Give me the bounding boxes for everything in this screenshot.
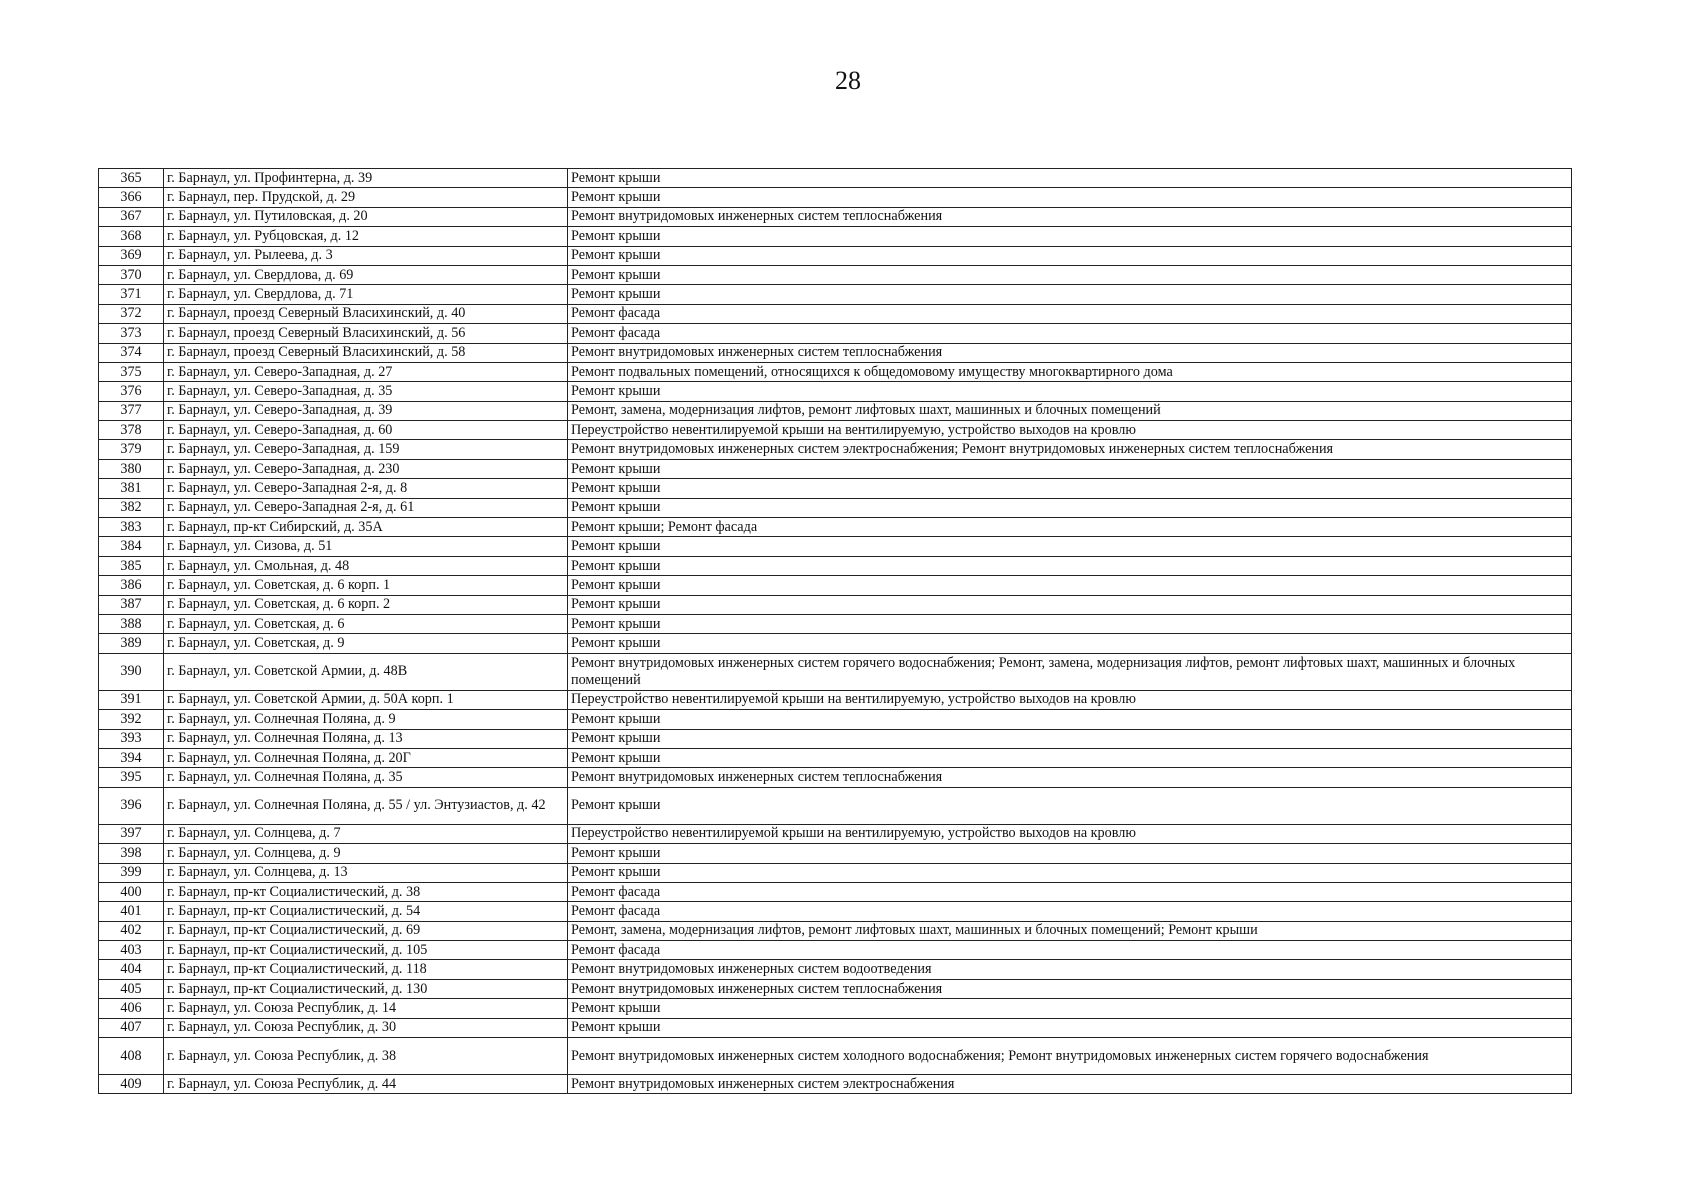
work-type-cell: Ремонт фасада: [568, 882, 1572, 901]
table-row: [99, 979, 1572, 998]
row-number-cell: 388: [99, 614, 164, 633]
address-cell: г. Барнаул, ул. Солнечная Поляна, д. 9: [164, 710, 568, 729]
row-number-cell: 402: [99, 921, 164, 940]
work-type-cell: Ремонт крыши: [568, 1018, 1572, 1037]
work-type-cell: Ремонт фасада: [568, 941, 1572, 960]
row-number-cell: 381: [99, 479, 164, 498]
table-row: [99, 246, 1572, 265]
address-cell: г. Барнаул, ул. Сизова, д. 51: [164, 537, 568, 556]
address-cell: г. Барнаул, пр-кт Социалистический, д. 69: [164, 921, 568, 940]
table-row: [99, 265, 1572, 284]
table-row: [99, 324, 1572, 343]
table-row: [99, 960, 1572, 979]
work-type-cell: Ремонт крыши: [568, 227, 1572, 246]
table-row: [99, 882, 1572, 901]
row-number-cell: 395: [99, 768, 164, 787]
work-type-cell: Ремонт крыши; Ремонт фасада: [568, 518, 1572, 537]
row-number-cell: 377: [99, 401, 164, 420]
address-cell: г. Барнаул, ул. Советская, д. 6 корп. 2: [164, 595, 568, 614]
address-cell: г. Барнаул, ул. Солнцева, д. 9: [164, 844, 568, 863]
work-type-cell: Ремонт крыши: [568, 537, 1572, 556]
address-cell: г. Барнаул, ул. Советской Армии, д. 48В: [164, 653, 568, 690]
work-type-cell: Ремонт крыши: [568, 710, 1572, 729]
table-row: [99, 207, 1572, 226]
work-type-cell: Ремонт, замена, модернизация лифтов, ремонт лифтовых шахт, машинных и блочных помещений: [568, 401, 1572, 420]
row-number-cell: 391: [99, 690, 164, 709]
address-cell: г. Барнаул, ул. Свердлова, д. 71: [164, 285, 568, 304]
row-number-cell: 376: [99, 382, 164, 401]
address-cell: г. Барнаул, ул. Солнцева, д. 7: [164, 824, 568, 843]
row-number-cell: 365: [99, 169, 164, 188]
registry-table-body: [99, 169, 1572, 1094]
table-row: [99, 902, 1572, 921]
table-row: [99, 768, 1572, 787]
table-row: [99, 556, 1572, 575]
work-type-cell: Ремонт крыши: [568, 265, 1572, 284]
address-cell: г. Барнаул, ул. Северо-Западная, д. 35: [164, 382, 568, 401]
address-cell: г. Барнаул, ул. Солнечная Поляна, д. 20Г: [164, 748, 568, 767]
address-cell: г. Барнаул, ул. Путиловская, д. 20: [164, 207, 568, 226]
work-type-cell: Ремонт крыши: [568, 614, 1572, 633]
work-type-cell: Ремонт крыши: [568, 479, 1572, 498]
table-row: [99, 710, 1572, 729]
page-number: 28: [835, 66, 861, 95]
table-row: [99, 518, 1572, 537]
work-type-cell: Ремонт внутридомовых инженерных систем теплоснабжения: [568, 207, 1572, 226]
work-type-cell: Ремонт крыши: [568, 595, 1572, 614]
address-cell: г. Барнаул, ул. Советская, д. 6: [164, 614, 568, 633]
table-row: [99, 576, 1572, 595]
work-type-cell: Ремонт подвальных помещений, относящихся к общедомовому имуществу многоквартирного дома: [568, 362, 1572, 381]
address-cell: г. Барнаул, пр-кт Социалистический, д. 130: [164, 979, 568, 998]
table-row: [99, 1038, 1572, 1075]
row-number-cell: 384: [99, 537, 164, 556]
work-type-cell: Ремонт внутридомовых инженерных систем холодного водоснабжения; Ремонт внутридомовых инженерных систем горячего водоснабжения: [568, 1038, 1572, 1075]
row-number-cell: 382: [99, 498, 164, 517]
work-type-cell: Ремонт крыши: [568, 844, 1572, 863]
work-type-cell: Переустройство невентилируемой крыши на вентилируемую, устройство выходов на кровлю: [568, 824, 1572, 843]
row-number-cell: 403: [99, 941, 164, 960]
table-row: [99, 479, 1572, 498]
work-type-cell: Ремонт крыши: [568, 748, 1572, 767]
work-type-cell: Ремонт крыши: [568, 729, 1572, 748]
row-number-cell: 379: [99, 440, 164, 459]
table-row: [99, 188, 1572, 207]
row-number-cell: 406: [99, 999, 164, 1018]
row-number-cell: 392: [99, 710, 164, 729]
table-row: [99, 748, 1572, 767]
table-row: [99, 362, 1572, 381]
row-number-cell: 404: [99, 960, 164, 979]
work-type-cell: Ремонт внутридомовых инженерных систем теплоснабжения: [568, 343, 1572, 362]
work-type-cell: Ремонт крыши: [568, 285, 1572, 304]
work-type-cell: Ремонт фасада: [568, 304, 1572, 323]
address-cell: г. Барнаул, ул. Северо-Западная 2-я, д. 8: [164, 479, 568, 498]
address-cell: г. Барнаул, ул. Союза Республик, д. 14: [164, 999, 568, 1018]
row-number-cell: 373: [99, 324, 164, 343]
row-number-cell: 408: [99, 1038, 164, 1075]
address-cell: г. Барнаул, проезд Северный Власихинский, д. 58: [164, 343, 568, 362]
work-type-cell: Ремонт фасада: [568, 902, 1572, 921]
table-row: [99, 729, 1572, 748]
address-cell: г. Барнаул, пер. Прудской, д. 29: [164, 188, 568, 207]
row-number-cell: 380: [99, 459, 164, 478]
address-cell: г. Барнаул, пр-кт Социалистический, д. 118: [164, 960, 568, 979]
table-row: [99, 421, 1572, 440]
address-cell: г. Барнаул, ул. Советская, д. 9: [164, 634, 568, 653]
address-cell: г. Барнаул, ул. Свердлова, д. 69: [164, 265, 568, 284]
work-type-cell: Ремонт, замена, модернизация лифтов, ремонт лифтовых шахт, машинных и блочных помещений; Ремонт крыши: [568, 921, 1572, 940]
address-cell: г. Барнаул, ул. Рылеева, д. 3: [164, 246, 568, 265]
address-cell: г. Барнаул, ул. Смольная, д. 48: [164, 556, 568, 575]
row-number-cell: 369: [99, 246, 164, 265]
address-cell: г. Барнаул, ул. Союза Республик, д. 38: [164, 1038, 568, 1075]
row-number-cell: 374: [99, 343, 164, 362]
table-row: [99, 999, 1572, 1018]
work-type-cell: Ремонт крыши: [568, 459, 1572, 478]
work-type-cell: Ремонт крыши: [568, 246, 1572, 265]
table-row: [99, 343, 1572, 362]
address-cell: г. Барнаул, ул. Солнечная Поляна, д. 35: [164, 768, 568, 787]
work-type-cell: Ремонт внутридомовых инженерных систем электроснабжения: [568, 1075, 1572, 1094]
row-number-cell: 405: [99, 979, 164, 998]
address-cell: г. Барнаул, ул. Советской Армии, д. 50А корп. 1: [164, 690, 568, 709]
work-type-cell: Ремонт крыши: [568, 556, 1572, 575]
address-cell: г. Барнаул, ул. Северо-Западная 2-я, д. 61: [164, 498, 568, 517]
table-row: [99, 382, 1572, 401]
row-number-cell: 367: [99, 207, 164, 226]
row-number-cell: 394: [99, 748, 164, 767]
table-row: [99, 1018, 1572, 1037]
address-cell: г. Барнаул, ул. Солнечная Поляна, д. 55 / ул. Энтузиастов, д. 42: [164, 787, 568, 824]
row-number-cell: 372: [99, 304, 164, 323]
row-number-cell: 397: [99, 824, 164, 843]
table-row: [99, 941, 1572, 960]
row-number-cell: 400: [99, 882, 164, 901]
address-cell: г. Барнаул, ул. Северо-Западная, д. 159: [164, 440, 568, 459]
table-row: [99, 1075, 1572, 1094]
table-row: [99, 690, 1572, 709]
address-cell: г. Барнаул, ул. Солнцева, д. 13: [164, 863, 568, 882]
row-number-cell: 368: [99, 227, 164, 246]
row-number-cell: 378: [99, 421, 164, 440]
work-type-cell: Ремонт крыши: [568, 188, 1572, 207]
table-row: [99, 844, 1572, 863]
address-cell: г. Барнаул, ул. Рубцовская, д. 12: [164, 227, 568, 246]
table-row: [99, 459, 1572, 478]
table-row: [99, 595, 1572, 614]
work-type-cell: Ремонт крыши: [568, 787, 1572, 824]
table-row: [99, 537, 1572, 556]
table-row: [99, 227, 1572, 246]
work-type-cell: Ремонт внутридомовых инженерных систем теплоснабжения: [568, 979, 1572, 998]
row-number-cell: 401: [99, 902, 164, 921]
row-number-cell: 386: [99, 576, 164, 595]
row-number-cell: 396: [99, 787, 164, 824]
row-number-cell: 385: [99, 556, 164, 575]
address-cell: г. Барнаул, ул. Советская, д. 6 корп. 1: [164, 576, 568, 595]
address-cell: г. Барнаул, ул. Солнечная Поляна, д. 13: [164, 729, 568, 748]
table-row: [99, 498, 1572, 517]
repair-registry-table: [98, 168, 1572, 1094]
address-cell: г. Барнаул, ул. Северо-Западная, д. 60: [164, 421, 568, 440]
table-row: [99, 614, 1572, 633]
work-type-cell: Ремонт крыши: [568, 634, 1572, 653]
address-cell: г. Барнаул, пр-кт Социалистический, д. 54: [164, 902, 568, 921]
address-cell: г. Барнаул, пр-кт Социалистический, д. 105: [164, 941, 568, 960]
work-type-cell: Переустройство невентилируемой крыши на вентилируемую, устройство выходов на кровлю: [568, 690, 1572, 709]
work-type-cell: Ремонт крыши: [568, 382, 1572, 401]
table-row: [99, 863, 1572, 882]
table-row: [99, 169, 1572, 188]
work-type-cell: Ремонт крыши: [568, 576, 1572, 595]
address-cell: г. Барнаул, проезд Северный Власихинский, д. 56: [164, 324, 568, 343]
address-cell: г. Барнаул, ул. Профинтерна, д. 39: [164, 169, 568, 188]
work-type-cell: Ремонт внутридомовых инженерных систем горячего водоснабжения; Ремонт, замена, модернизация лифтов, ремонт лифтовых шахт, машинных и блочных помещений: [568, 653, 1572, 690]
table-row: [99, 285, 1572, 304]
row-number-cell: 409: [99, 1075, 164, 1094]
row-number-cell: 375: [99, 362, 164, 381]
table-row: [99, 787, 1572, 824]
work-type-cell: Ремонт внутридомовых инженерных систем теплоснабжения: [568, 768, 1572, 787]
row-number-cell: 390: [99, 653, 164, 690]
row-number-cell: 389: [99, 634, 164, 653]
address-cell: г. Барнаул, проезд Северный Власихинский, д. 40: [164, 304, 568, 323]
address-cell: г. Барнаул, пр-кт Сибирский, д. 35А: [164, 518, 568, 537]
work-type-cell: Ремонт крыши: [568, 169, 1572, 188]
work-type-cell: Ремонт крыши: [568, 999, 1572, 1018]
work-type-cell: Ремонт внутридомовых инженерных систем электроснабжения; Ремонт внутридомовых инженерных систем теплоснабжения: [568, 440, 1572, 459]
table-row: [99, 304, 1572, 323]
row-number-cell: 407: [99, 1018, 164, 1037]
address-cell: г. Барнаул, ул. Северо-Западная, д. 230: [164, 459, 568, 478]
row-number-cell: 370: [99, 265, 164, 284]
work-type-cell: Ремонт внутридомовых инженерных систем водоотведения: [568, 960, 1572, 979]
row-number-cell: 371: [99, 285, 164, 304]
table-row: [99, 401, 1572, 420]
row-number-cell: 387: [99, 595, 164, 614]
table-row: [99, 634, 1572, 653]
row-number-cell: 366: [99, 188, 164, 207]
work-type-cell: Ремонт крыши: [568, 498, 1572, 517]
table-row: [99, 653, 1572, 690]
work-type-cell: Ремонт фасада: [568, 324, 1572, 343]
table-row: [99, 921, 1572, 940]
address-cell: г. Барнаул, ул. Северо-Западная, д. 27: [164, 362, 568, 381]
row-number-cell: 393: [99, 729, 164, 748]
address-cell: г. Барнаул, ул. Союза Республик, д. 30: [164, 1018, 568, 1037]
row-number-cell: 383: [99, 518, 164, 537]
work-type-cell: Ремонт крыши: [568, 863, 1572, 882]
address-cell: г. Барнаул, ул. Союза Республик, д. 44: [164, 1075, 568, 1094]
row-number-cell: 398: [99, 844, 164, 863]
address-cell: г. Барнаул, ул. Северо-Западная, д. 39: [164, 401, 568, 420]
row-number-cell: 399: [99, 863, 164, 882]
address-cell: г. Барнаул, пр-кт Социалистический, д. 38: [164, 882, 568, 901]
table-row: [99, 824, 1572, 843]
work-type-cell: Переустройство невентилируемой крыши на вентилируемую, устройство выходов на кровлю: [568, 421, 1572, 440]
table-row: [99, 440, 1572, 459]
